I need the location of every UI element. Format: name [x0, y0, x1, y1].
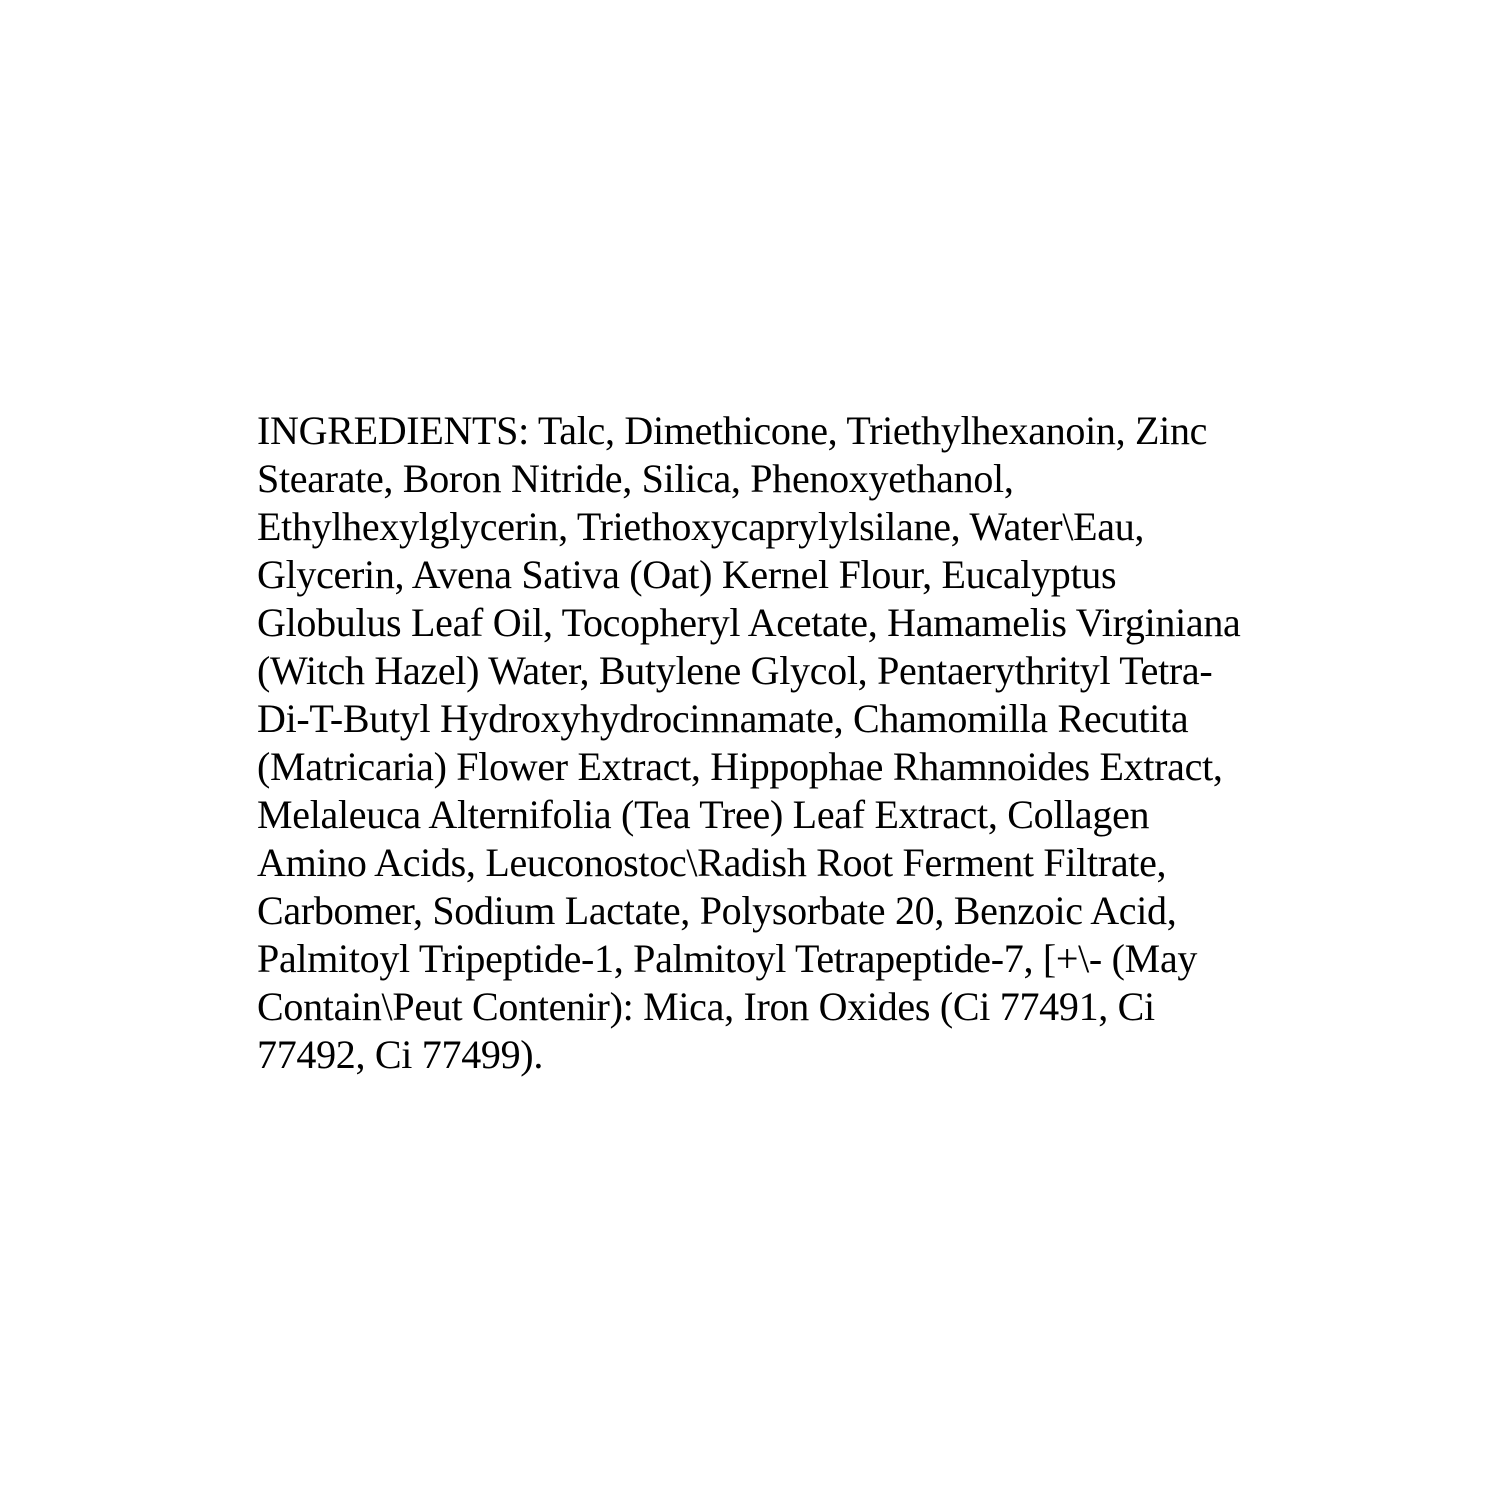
- ingredients-text-line: Glycerin, Avena Sativa (Oat) Kernel Flour, Eucalyptus: [257, 552, 1117, 597]
- ingredients-text-line: Di-T-Butyl Hydroxyhydrocinnamate, Chamomilla Recutita: [257, 696, 1189, 741]
- ingredients-text-line: Globulus Leaf Oil, Tocopheryl Acetate, Hamamelis Virginiana: [257, 600, 1241, 645]
- ingredients-text-line: Melaleuca Alternifolia (Tea Tree) Leaf Extract, Collagen: [257, 792, 1150, 837]
- ingredients-text-block: [257, 407, 1267, 1079]
- ingredients-text-line: (Witch Hazel) Water, Butylene Glycol, Pentaerythrityl Tetra-: [257, 648, 1213, 693]
- ingredients-text-line: Carbomer, Sodium Lactate, Polysorbate 20, Benzoic Acid,: [257, 888, 1177, 933]
- ingredients-text-line: INGREDIENTS: Talc, Dimethicone, Triethylhexanoin, Zinc: [257, 408, 1208, 453]
- ingredients-text-line: Stearate, Boron Nitride, Silica, Phenoxyethanol,: [257, 456, 1014, 501]
- ingredients-text-line: (Matricaria) Flower Extract, Hippophae Rhamnoides Extract,: [257, 744, 1223, 789]
- ingredients-text-line: Contain\Peut Contenir): Mica, Iron Oxides (Ci 77491, Ci: [257, 984, 1155, 1029]
- ingredients-text-line: Amino Acids, Leuconostoc\Radish Root Ferment Filtrate,: [257, 840, 1167, 885]
- ingredients-text-line: Ethylhexylglycerin, Triethoxycaprylylsilane, Water\Eau,: [257, 504, 1145, 549]
- ingredients-text-line: Palmitoyl Tripeptide-1, Palmitoyl Tetrapeptide-7, [+\- (May: [257, 936, 1198, 981]
- ingredients-text-line: 77492, Ci 77499).: [257, 1032, 544, 1077]
